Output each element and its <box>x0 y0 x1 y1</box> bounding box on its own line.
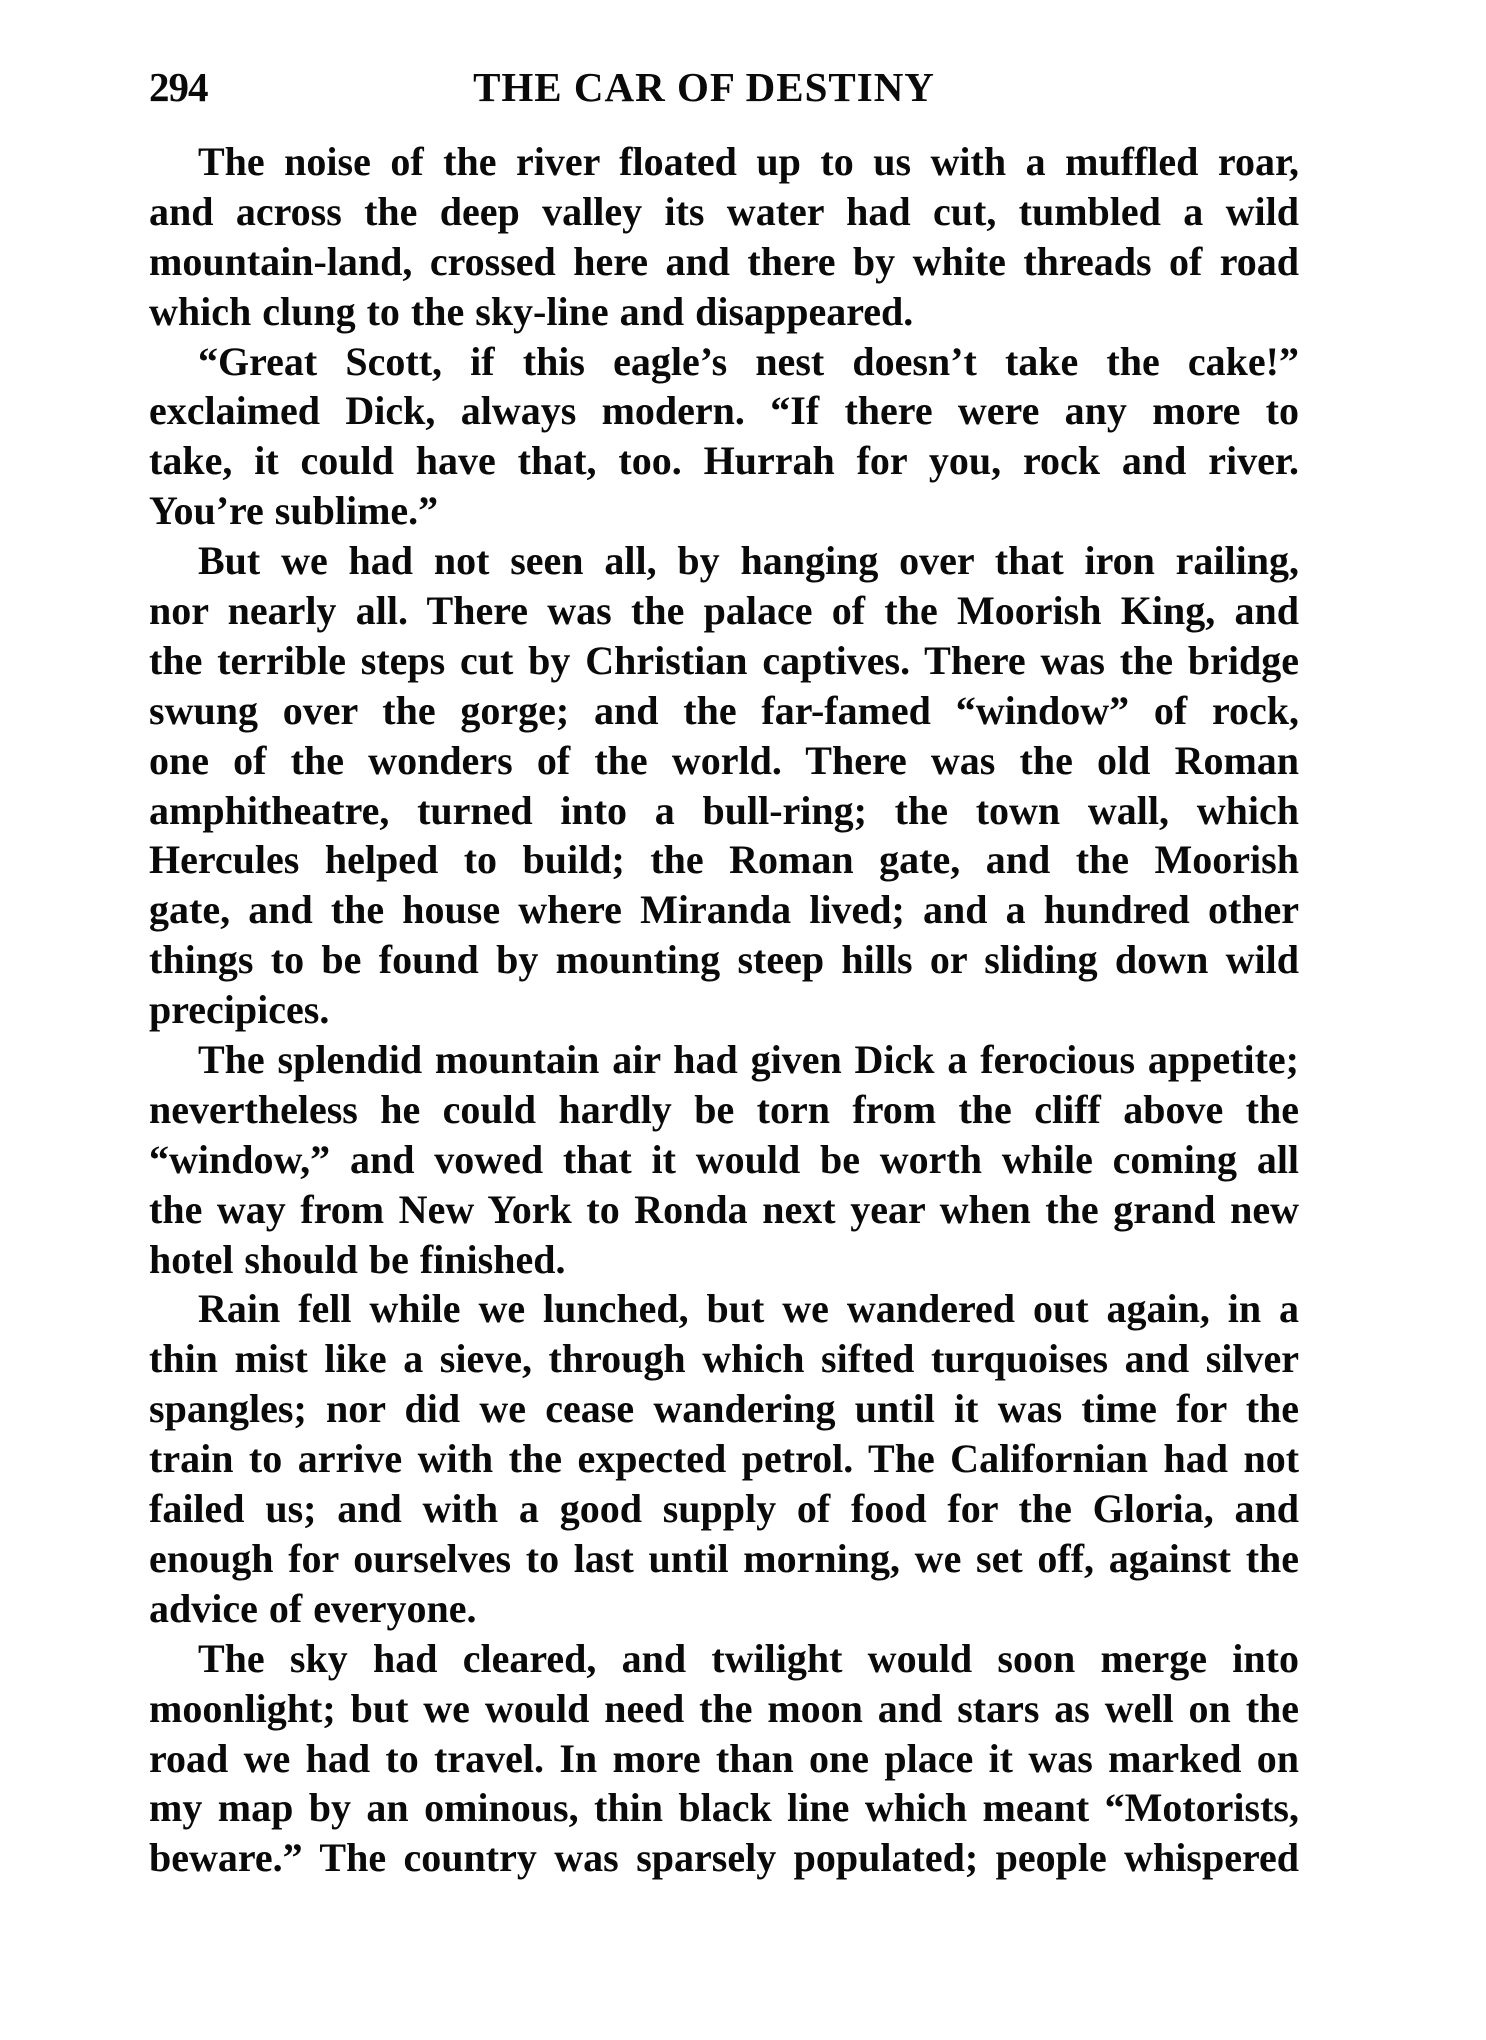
text-line: Rain fell while we lunched, but we wandered out again, in a <box>198 1286 1300 1332</box>
text-line: hotel should be finished. <box>149 1236 566 1282</box>
text-line: and across the deep valley its water had cut, tumbled a wild <box>149 188 1299 234</box>
text-line: my map by an ominous, thin black line which meant “Motorists, <box>149 1785 1299 1831</box>
text-line: “window,” and vowed that it would be worth while coming all <box>149 1136 1300 1182</box>
text-line: the terrible steps cut by Christian captives. There was the bridge <box>149 637 1299 683</box>
text-line: amphitheatre, turned into a bull-ring; the town wall, which <box>149 787 1299 833</box>
text-line: enough for ourselves to last until morning, we set off, against the <box>149 1535 1300 1581</box>
text-line: which clung to the sky-line and disappeared. <box>149 288 914 334</box>
body-text <box>149 137 1299 1883</box>
paragraph <box>149 1284 1299 1633</box>
text-line: precipices. <box>149 987 330 1033</box>
text-line: “Great Scott, if this eagle’s nest doesn’t take the cake!” <box>198 338 1299 384</box>
text-line: failed us; and with a good supply of food for the Gloria, and <box>149 1486 1300 1532</box>
text-line: exclaimed Dick, always modern. “If there were any more to <box>149 388 1300 434</box>
text-line: nevertheless he could hardly be torn from the cliff above the <box>149 1086 1300 1132</box>
text-line: advice of everyone. <box>149 1585 477 1631</box>
paragraph <box>149 337 1299 537</box>
text-line: nor nearly all. There was the palace of the Moorish King, and <box>149 588 1299 634</box>
text-line: spangles; nor did we cease wandering until it was time for the <box>149 1386 1300 1432</box>
text-line: But we had not seen all, by hanging over that iron railing, <box>198 538 1300 584</box>
text-line: thin mist like a sieve, through which sifted turquoises and silver <box>149 1336 1299 1382</box>
text-line: The noise of the river floated up to us with a muffled roar, <box>198 139 1300 184</box>
text-line: train to arrive with the expected petrol. The Californian had not <box>149 1436 1300 1482</box>
paragraph <box>149 137 1299 337</box>
text-line: take, it could have that, too. Hurrah for you, rock and river. <box>149 438 1299 484</box>
paragraph <box>149 536 1299 1035</box>
text-line: beware.” The country was sparsely populated; people whispered <box>149 1835 1300 1881</box>
running-title: THE CAR OF DESTINY <box>473 64 935 110</box>
text-line: The sky had cleared, and twilight would soon merge into <box>198 1635 1299 1681</box>
paragraph <box>149 1035 1299 1284</box>
text-line: gate, and the house where Miranda lived; and a hundred other <box>149 887 1300 933</box>
text-line: You’re sublime.” <box>149 488 439 534</box>
text-line: the way from New York to Ronda next year when the grand new <box>149 1186 1299 1232</box>
text-line: The splendid mountain air had given Dick a ferocious appetite; <box>198 1037 1299 1083</box>
text-line: one of the wonders of the world. There was the old Roman <box>149 737 1300 783</box>
paragraph <box>149 1634 1299 1883</box>
text-line: swung over the gorge; and the far-famed “window” of rock, <box>149 687 1299 733</box>
text-line: road we had to travel. In more than one place it was marked on <box>149 1735 1300 1781</box>
text-line: things to be found by mounting steep hills or sliding down wild <box>149 937 1299 983</box>
text-line: mountain-land, crossed here and there by white threads of road <box>149 238 1300 284</box>
running-head <box>149 62 1298 112</box>
page-number: 294 <box>149 64 208 110</box>
text-line: moonlight; but we would need the moon and stars as well on the <box>149 1685 1300 1731</box>
text-line: Hercules helped to build; the Roman gate, and the Moorish <box>149 837 1299 883</box>
